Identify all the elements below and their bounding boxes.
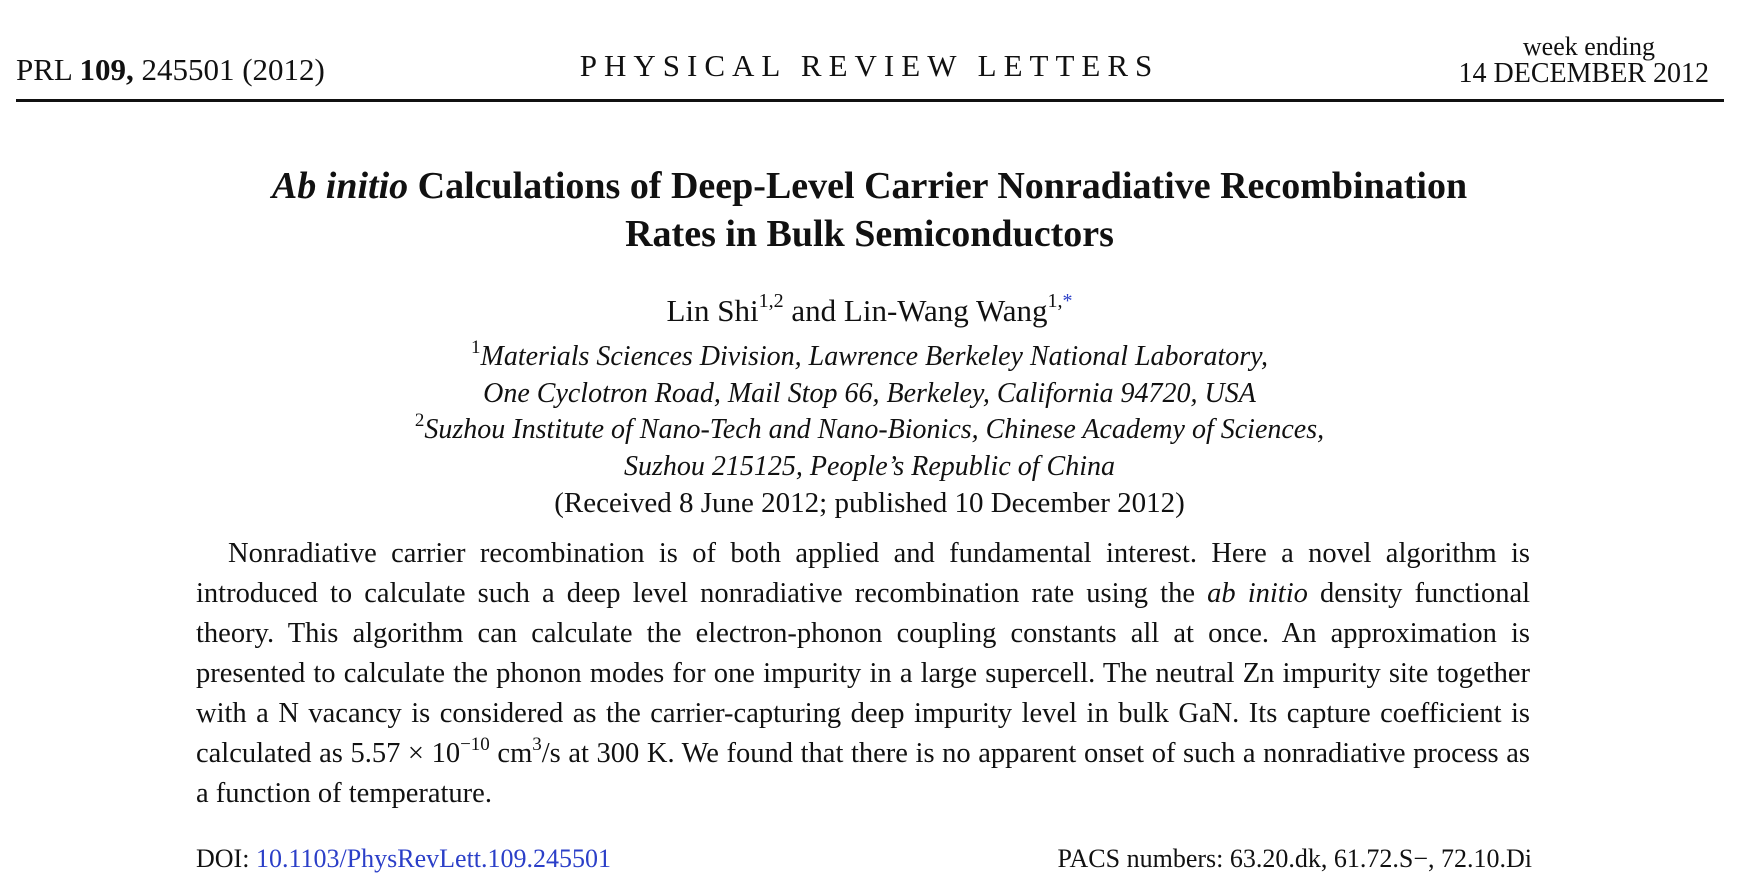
affiliation-1-text: Materials Sciences Division, Lawrence Berkeley National Laboratory, bbox=[480, 341, 1268, 372]
pacs-numbers: PACS numbers: 63.20.dk, 61.72.S−, 72.10.Di bbox=[1057, 844, 1532, 873]
abstract-part3: /s at 300 K. We found that there is no apparent onset of such a nonradiative process as a function of temperature. bbox=[196, 738, 1530, 809]
title-line2: Rates in Bulk Semiconductors bbox=[625, 213, 1114, 255]
received-published-dates: (Received 8 June 2012; published 10 December 2012) bbox=[554, 487, 1185, 519]
abstract-exponent-2: 3 bbox=[532, 734, 542, 755]
title-line1: Calculations of Deep-Level Carrier Nonradiative Recombination bbox=[417, 165, 1468, 207]
abstract-part2: density functional theory. This algorithm can calculate the electron-phonon coupling constants all at once. An approximation is presented to calculate the phonon modes for one impurity in a large supercell. The neutral Zn impurity site together with a N vacancy is considered as the carrier-capturing deep impurity level in bulk GaN. Its capture coefficient is calculated as 5.57 × 10 bbox=[196, 578, 1531, 769]
affiliation-2-line2: Suzhou 215125, People’s Republic of China bbox=[624, 450, 1115, 482]
author-1-affiliation: 1,2 bbox=[758, 290, 784, 312]
header-rule bbox=[16, 99, 1724, 102]
journal-abbrev: PRL bbox=[16, 52, 72, 87]
week-ending-label: week ending bbox=[1522, 32, 1655, 61]
paper-title bbox=[0, 162, 1739, 258]
author-2-affiliation bbox=[1048, 290, 1073, 312]
issue-date bbox=[1459, 34, 1709, 88]
affiliation-1-line1 bbox=[0, 339, 1739, 376]
abstract-exponent-1: −10 bbox=[460, 734, 490, 755]
abstract-part1: Nonradiative carrier recombination is of both applied and fundamental interest. Here a novel algorithm is introduced to calculate such a deep level nonradiative recombination rate using the bbox=[196, 538, 1530, 609]
author-list bbox=[0, 292, 1739, 329]
abstract-unit: cm bbox=[497, 738, 533, 769]
doi-label: DOI: bbox=[196, 844, 250, 873]
affiliation-2-number: 2 bbox=[414, 410, 425, 431]
author-joiner: and bbox=[791, 293, 837, 328]
author-1: Lin Shi bbox=[666, 293, 759, 328]
affiliation-2-line1 bbox=[0, 412, 1739, 449]
week-ending-date: 14 DECEMBER 2012 bbox=[1458, 58, 1709, 89]
author-2: Lin-Wang Wang bbox=[843, 293, 1048, 328]
title-italic: Ab initio bbox=[271, 165, 409, 207]
doi-link[interactable]: 10.1103/PhysRevLett.109.245501 bbox=[255, 844, 612, 873]
article-number-year: 245501 (2012) bbox=[141, 52, 325, 87]
author-2-affiliation-num: 1, bbox=[1047, 290, 1063, 312]
affiliations bbox=[0, 339, 1739, 522]
affiliation-1-number: 1 bbox=[471, 337, 481, 358]
doi-line bbox=[196, 846, 611, 872]
abstract-italic: ab initio bbox=[1207, 578, 1308, 609]
journal-volume: 109, bbox=[79, 52, 134, 87]
affiliation-2-text: Suzhou Institute of Nano-Tech and Nano-Bionics, Chinese Academy of Sciences, bbox=[424, 414, 1325, 445]
affiliation-1-line2: One Cyclotron Road, Mail Stop 66, Berkeley, California 94720, USA bbox=[483, 377, 1256, 409]
abstract bbox=[196, 534, 1530, 814]
corresponding-author-link[interactable]: * bbox=[1062, 290, 1073, 312]
journal-name: PHYSICAL REVIEW LETTERS bbox=[579, 48, 1160, 83]
